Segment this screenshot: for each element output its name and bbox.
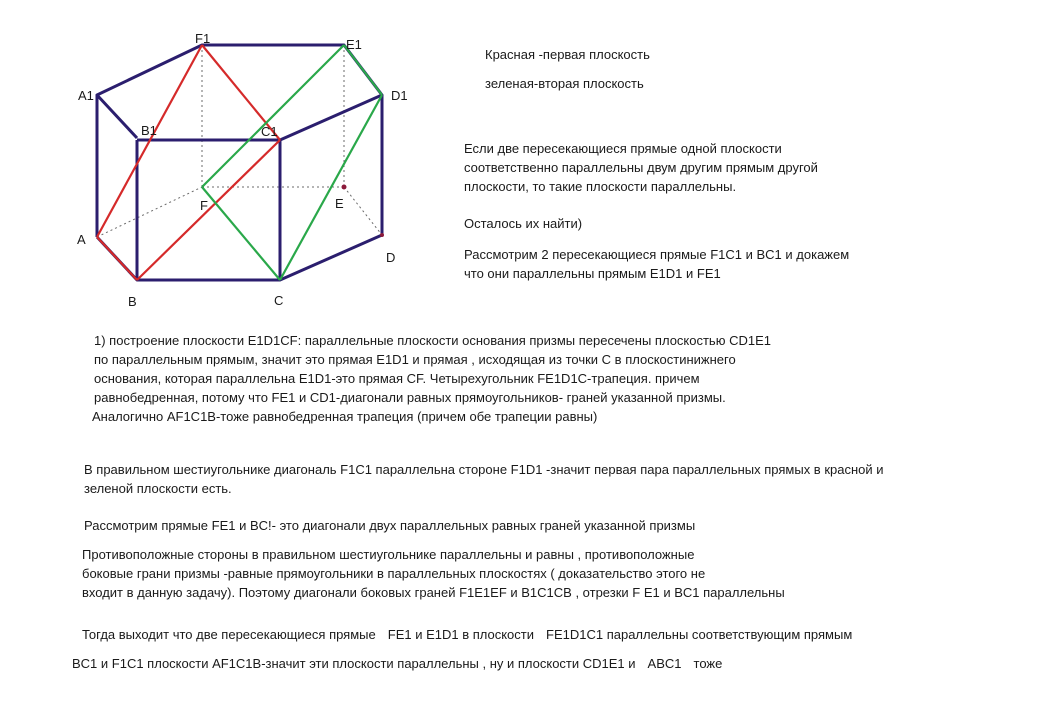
label-E: E [335, 196, 344, 211]
step1-line: по параллельным прямым, значит это прямая E1D1 и прямая , исходящая из точки С в плоскостинижнего [94, 352, 736, 367]
label-C1: C1 [261, 124, 278, 139]
conclusion-part-c: FE1D1C1 параллельны соответствующим прямым [546, 627, 853, 642]
consider-line: Рассмотрим 2 пересекающиеся прямые F1C1 и BC1 и докажем [464, 247, 850, 262]
theorem-line: соответственно параллельны двум другим прямым другой [464, 160, 818, 175]
opposite-line: боковые грани призмы -равные прямоугольники в параллельных плоскостях ( доказательство этого не [82, 566, 706, 581]
label-A: A [77, 232, 86, 247]
bottom-visible [97, 235, 382, 280]
conclusion-line-1 [82, 625, 852, 644]
edge-E-D [344, 187, 382, 235]
green-E1-D1 [344, 45, 382, 95]
label-F: F [200, 198, 208, 213]
remains-text: Осталось их найти) [464, 216, 583, 231]
legend-red: Красная -первая плоскость [485, 47, 650, 62]
red-C1-B [137, 140, 280, 280]
label-D: D [386, 250, 396, 265]
consider-line: что они параллельны прямым E1D1 и FE1 [464, 266, 721, 281]
step1-line: 1) построение плоскости E1D1CF: параллельные плоскости основания призмы пересечены плоскостью CD1E1 [94, 333, 771, 348]
hexagon-line: В правильном шестиугольнике диагональ F1C1 параллельна стороне F1D1 -значит первая пара параллельных прямых в красной и [84, 462, 884, 477]
label-D1: D1 [391, 88, 408, 103]
top-hexagon-back [97, 45, 382, 140]
label-F1: F1 [195, 31, 211, 46]
conclusion-part-b: FE1 и E1D1 в плоскости [387, 627, 535, 642]
label-A1: A1 [78, 88, 94, 103]
label-B: B [128, 294, 137, 309]
conclusion-part-e: ABC1 [647, 656, 682, 671]
conclusion-part-d: BC1 и F1C1 плоскости AF1C1B-значит эти плоскости параллельны , ну и плоскости CD1E1 и [72, 656, 636, 671]
label-E1: E1 [346, 37, 362, 52]
red-plane [97, 45, 280, 280]
vertex-D-dot [380, 233, 384, 237]
green-F-E1 [202, 45, 344, 187]
step1-line: Аналогично AF1C1B-тоже равнобедренная трапеция (причем обе трапеции равны) [92, 409, 598, 424]
legend-green: зеленая-вторая плоскость [485, 76, 644, 91]
green-C-F [202, 187, 280, 280]
theorem-line: Если две пересекающиеся прямые одной плоскости [464, 141, 782, 156]
prism-edges [97, 45, 382, 280]
green-plane [202, 45, 382, 280]
step1-line: основания, которая параллельна E1D1-это прямая CF. Четырехугольник FE1D1C-трапеция. причем [94, 371, 700, 386]
green-D1-C [280, 95, 382, 280]
red-B-A [97, 237, 137, 280]
label-C: C [274, 293, 284, 308]
hexagon-line: зеленой плоскости есть. [84, 481, 232, 496]
prism-diagram [0, 0, 470, 320]
theorem-line: плоскости, то такие плоскости параллельны. [464, 179, 737, 194]
consider2-text: Рассмотрим прямые FE1 и BC!- это диагонали двух параллельных равных граней указанной призмы [84, 518, 696, 533]
step1-line: равнобедренная, потому что FE1 и CD1-диагонали равных прямоугольников- граней указанной призмы. [94, 390, 726, 405]
conclusion-part-a: Тогда выходит что две пересекающиеся прямые [82, 627, 376, 642]
opposite-line: Противоположные стороны в правильном шестиугольнике параллельны и равны , противоположные [82, 547, 695, 562]
conclusion-line-2 [72, 654, 722, 673]
opposite-line: входит в данную задачу). Поэтому диагонали боковых граней F1E1EF и B1C1CB , отрезки F E1 и BC1 параллельны [82, 585, 785, 600]
conclusion-part-f: тоже [693, 656, 723, 671]
vertex-E-dot [342, 185, 347, 190]
edge-A-F [97, 187, 202, 237]
label-B1: B1 [141, 123, 157, 138]
